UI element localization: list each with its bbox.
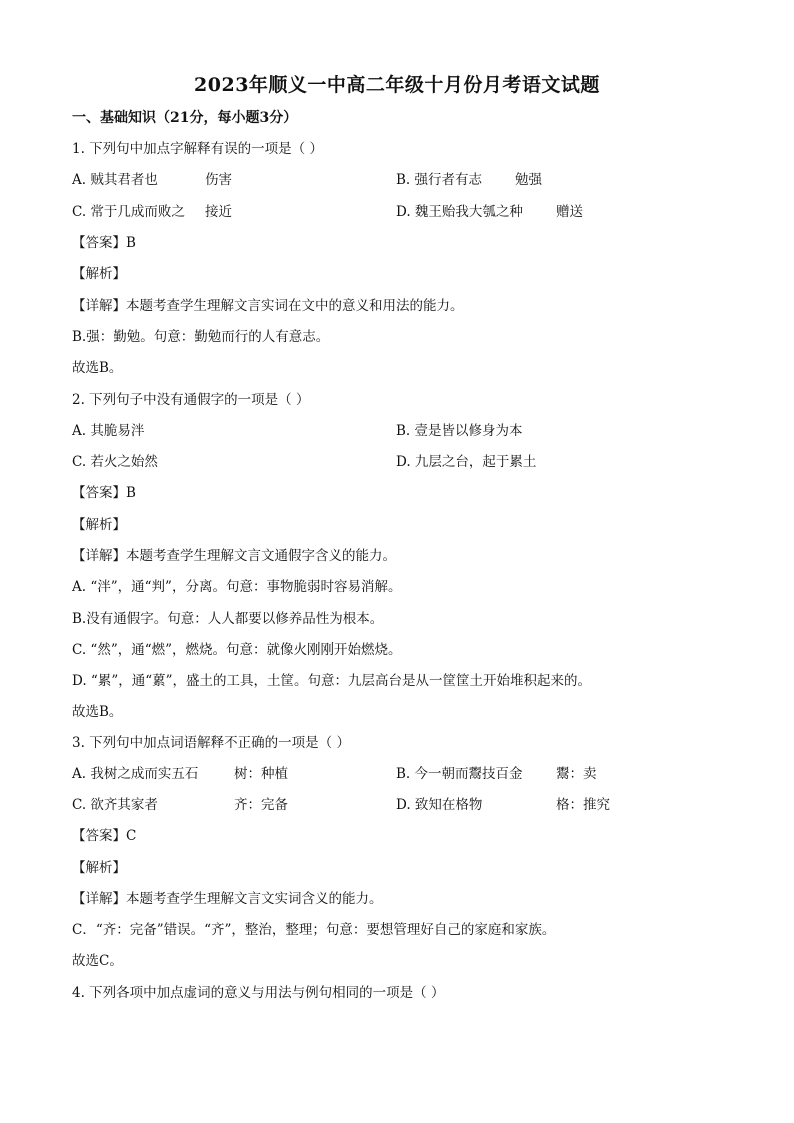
q2-option-a: A. 其脆易泮	[72, 423, 145, 439]
q3-option-d-gloss: 格：推究	[556, 797, 610, 813]
q1-detail: 【详解】本题考查学生理解文言实词在文中的意义和用法的能力。	[72, 298, 464, 314]
q1-option-a-gloss: 伤害	[205, 172, 232, 188]
q3-conclusion: 故选C。	[72, 953, 123, 969]
q2-explanation-line-b: B.没有通假字。句意：人人都要以修养品性为根本。	[72, 611, 384, 627]
question-3-stem: 3. 下列句中加点词语解释不正确的一项是（ ）	[72, 735, 350, 751]
q2-answer: 【答案】B	[72, 485, 136, 501]
page-title: 2023年顺义一中高二年级十月份月考语文试题	[194, 74, 600, 96]
q3-option-d: D. 致知在格物	[396, 797, 483, 813]
q1-option-d-gloss: 赠送	[556, 204, 583, 220]
q3-option-a-gloss: 树：种植	[234, 766, 288, 782]
q1-option-b-gloss: 勉强	[515, 172, 542, 188]
q2-analysis-label: 【解析】	[72, 517, 126, 533]
section-heading: 一、基础知识（21分，每小题3分）	[72, 110, 298, 126]
q2-conclusion: 故选B。	[72, 704, 123, 720]
q2-option-b: B. 壹是皆以修身为本	[396, 423, 523, 439]
q1-option-a: A. 贼其君者也	[72, 172, 158, 188]
q1-option-d: D. 魏王贻我大瓠之种	[396, 204, 523, 220]
q1-conclusion: 故选B。	[72, 360, 123, 376]
q3-option-b-gloss: 鬻：卖	[556, 766, 597, 782]
question-4-stem: 4. 下列各项中加点虚词的意义与用法与例句相同的一项是（ ）	[72, 985, 445, 1001]
q1-explanation-line: B.强：勤勉。句意：勤勉而行的人有意志。	[72, 329, 330, 345]
q2-option-d: D. 九层之台，起于累土	[396, 454, 537, 470]
question-1-stem: 1. 下列句中加点字解释有误的一项是（ ）	[72, 141, 323, 157]
q3-option-c: C. 欲齐其家者	[72, 797, 158, 813]
q1-option-c-gloss: 接近	[205, 204, 232, 220]
q3-answer: 【答案】C	[72, 828, 137, 844]
q1-analysis-label: 【解析】	[72, 266, 126, 282]
q1-option-c: C. 常于几成而败之	[72, 204, 185, 220]
q2-option-c: C. 若火之始然	[72, 454, 158, 470]
q2-explanation-line-a: A. “泮”，通“判”，分离。句意：事物脆弱时容易消解。	[72, 579, 402, 595]
q2-detail: 【详解】本题考查学生理解文言文通假字含义的能力。	[72, 548, 396, 564]
q3-option-c-gloss: 齐：完备	[234, 797, 288, 813]
q3-analysis-label: 【解析】	[72, 860, 126, 876]
q1-option-b: B. 强行者有志	[396, 172, 483, 188]
q3-explanation-line: C．“齐：完备”错误。“齐”，整治，整理；句意：要想管理好自己的家庭和家族。	[72, 922, 556, 938]
question-2-stem: 2. 下列句子中没有通假字的一项是（ ）	[72, 392, 310, 408]
q1-answer: 【答案】B	[72, 235, 136, 251]
q2-explanation-line-c: C. “然”，通“燃”，燃烧。句意：就像火刚刚开始燃烧。	[72, 642, 402, 658]
q3-option-b: B. 今一朝而鬻技百金	[396, 766, 523, 782]
q3-option-a: A. 我树之成而实五石	[72, 766, 199, 782]
q2-explanation-line-d: D. “累”，通“蔂”，盛土的工具，土筐。句意：九层高台是从一筐筐土开始堆积起来的。	[72, 673, 592, 689]
q3-detail: 【详解】本题考查学生理解文言文实词含义的能力。	[72, 891, 383, 907]
